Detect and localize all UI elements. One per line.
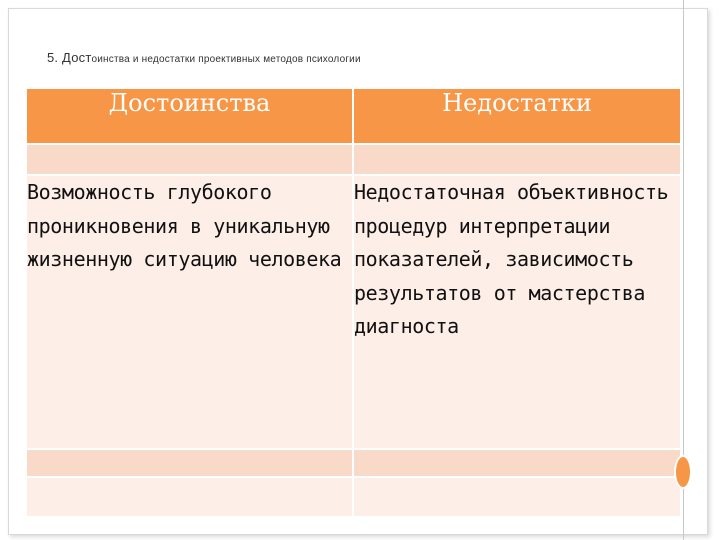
- empty-cell: [353, 477, 681, 517]
- pros-cons-table: [25, 87, 682, 518]
- table-header-row: [26, 88, 681, 144]
- table-row: [26, 144, 681, 175]
- empty-cell: [26, 449, 353, 477]
- header-disadvantages-label: Недостатки: [442, 89, 592, 117]
- empty-cell: [26, 144, 353, 175]
- accent-dot: [674, 455, 692, 489]
- table-row: [26, 175, 681, 449]
- slide-title-prefix: 5. Дост: [47, 50, 92, 65]
- table-row: [26, 477, 681, 517]
- slide-title: [47, 50, 361, 65]
- advantage-cell: Возможность глубокого проникновения в уникальную жизненную ситуацию человека: [26, 175, 353, 449]
- disadvantage-cell: Недостаточная объективность процедур интерпретации показателей, зависимость результатов от мастерства диагноста: [353, 175, 681, 449]
- empty-cell: [353, 144, 681, 175]
- empty-cell: [26, 477, 353, 517]
- table-row: [26, 449, 681, 477]
- header-advantages-label: Достоинства: [108, 89, 271, 117]
- header-advantages: [26, 88, 353, 144]
- header-disadvantages: [353, 88, 681, 144]
- empty-cell: [353, 449, 681, 477]
- slide-title-rest: оинства и недостатки проективных методов психологии: [91, 54, 361, 65]
